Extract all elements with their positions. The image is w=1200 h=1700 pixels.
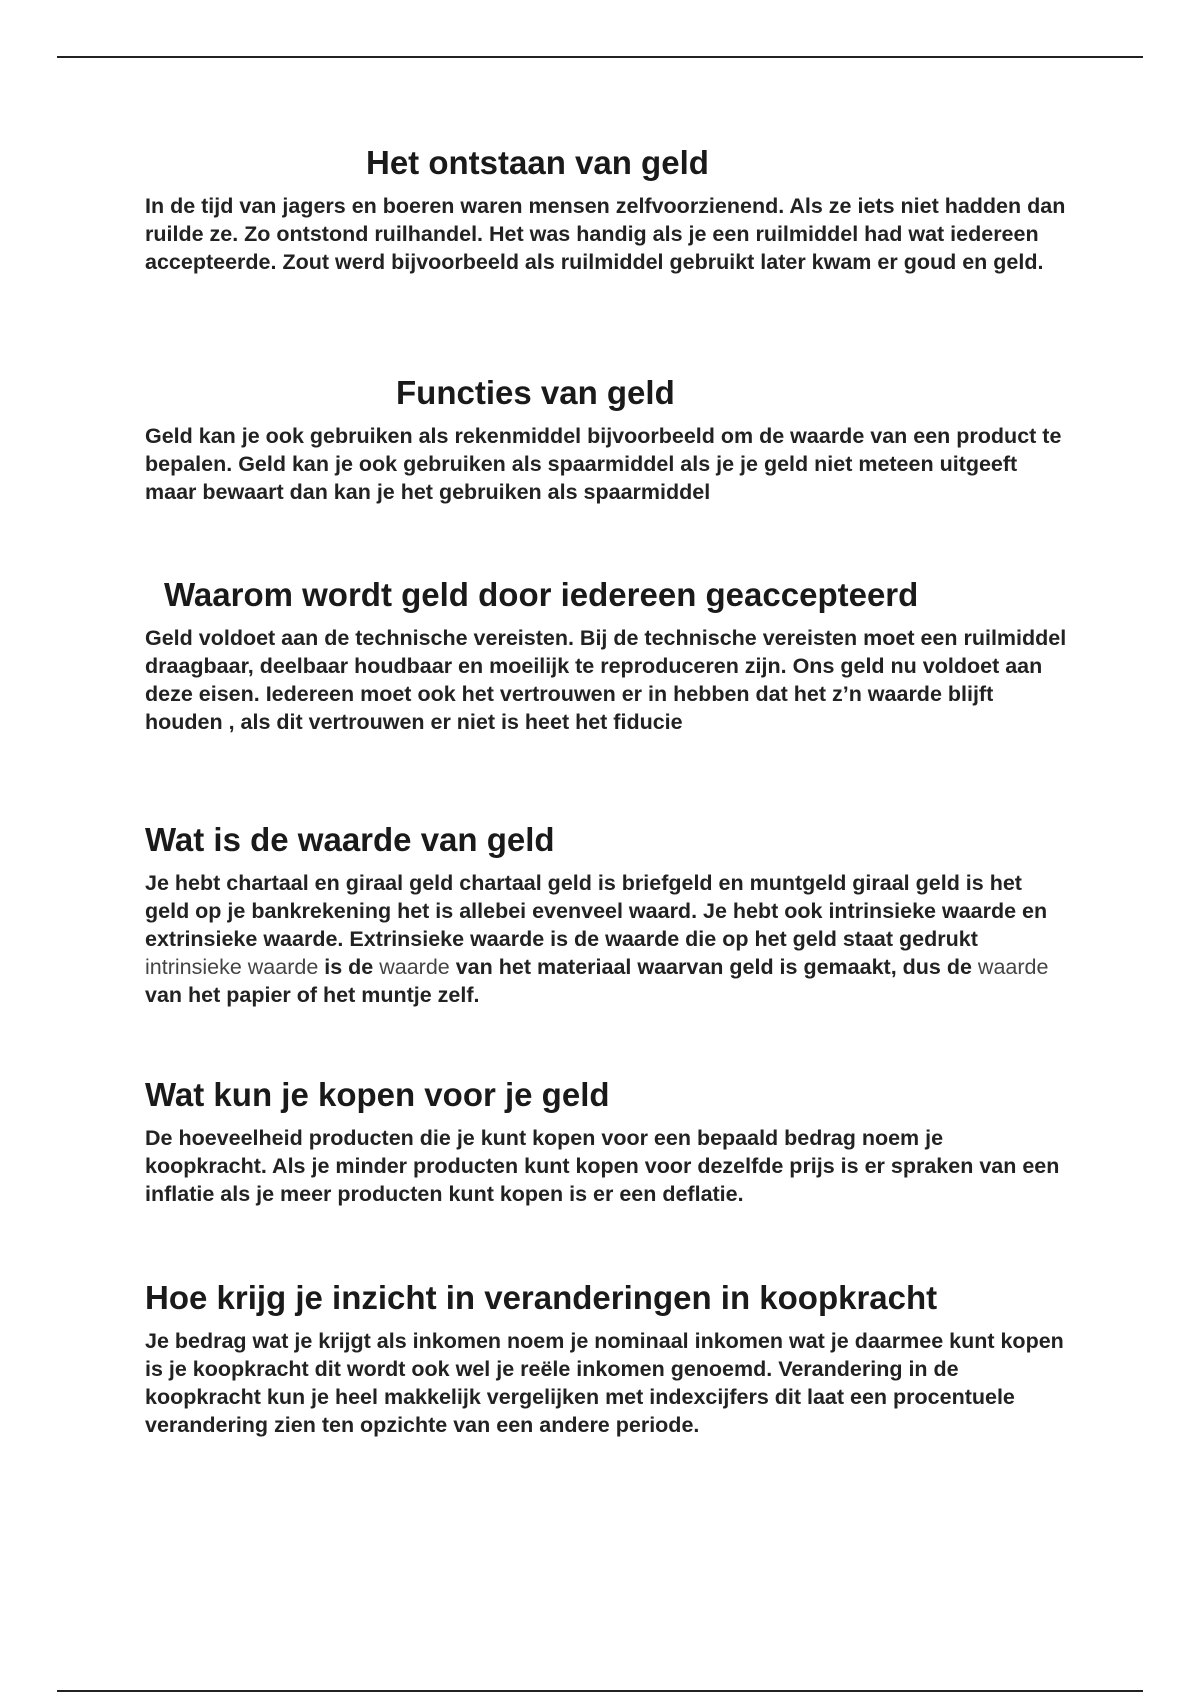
section-heading: Het ontstaan van geld — [366, 144, 709, 181]
section-heading: Wat is de waarde van geld — [145, 821, 555, 858]
body-text: is de — [318, 955, 380, 979]
section-body — [145, 869, 1070, 1009]
body-text: Je hebt chartaal en giraal geld chartaal geld is briefgeld en muntgeld giraal geld is het geld op je bankrekening het is allebei evenveel waard. Je hebt ook intrinsieke waarde en extrinsieke waarde. Extrinsieke waarde is de waarde die op het geld staat gedrukt — [145, 871, 1048, 951]
section-functies-van-geld — [145, 373, 1070, 506]
section-body: Je bedrag wat je krijgt als inkomen noem je nominaal inkomen wat je daarmee kunt kopen is je koopkracht dit wordt ook wel je reële inkomen genoemd. Verandering in de koopkracht kun je heel makkelijk vergelijken met indexcijfers dit laat een procentuele verandering zien ten opzichte van een andere periode. — [145, 1329, 1064, 1437]
body-text: van het papier of het muntje zelf. — [145, 983, 480, 1007]
body-text-light: waarde — [977, 955, 1049, 979]
section-body: Geld kan je ook gebruiken als rekenmiddel bijvoorbeeld om de waarde van een product te bepalen. Geld kan je ook gebruiken als spaarmiddel als je je geld niet meteen uitgeeft maar bewaart dan kan je het gebruiken als spaarmiddel — [145, 424, 1062, 504]
body-text-light: waarde — [379, 955, 450, 979]
section-body: In de tijd van jagers en boeren waren mensen zelfvoorzienend. Als ze iets niet hadden dan ruilde ze. Zo ontstond ruilhandel. Het was handig als je een ruilmiddel had wat iedereen accepteerde. Zout werd bijvoorbeeld als ruilmiddel gebruikt later kwam er goud en geld. — [145, 194, 1066, 274]
body-text-light: intrinsieke waarde — [145, 955, 319, 979]
section-inzicht-koopkracht — [145, 1278, 1070, 1439]
section-kopen-voor-geld — [145, 1075, 1070, 1208]
section-geld-geaccepteerd — [145, 575, 1070, 736]
section-ontstaan-van-geld — [145, 143, 1070, 276]
section-heading: Hoe krijg je inzicht in veranderingen in koopkracht — [145, 1279, 938, 1316]
section-heading: Waarom wordt geld door iedereen geaccepteerd — [164, 576, 919, 613]
body-text: van het materiaal waarvan geld is gemaakt, dus de — [449, 955, 978, 979]
section-body: Geld voldoet aan de technische vereisten. Bij de technische vereisten moet een ruilmiddel draagbaar, deelbaar houdbaar en moeilijk te reproduceren zijn. Ons geld nu voldoet aan deze eisen. Iedereen moet ook het vertrouwen er in hebben dat het z’n waarde blijft houden , als dit vertrouwen er niet is heet het fiducie — [145, 626, 1067, 734]
section-waarde-van-geld — [145, 820, 1070, 1009]
bottom-divider — [57, 1690, 1143, 1692]
section-body: De hoeveelheid producten die je kunt kopen voor een bepaald bedrag noem je koopkracht. Als je minder producten kunt kopen voor dezelfde prijs is er spraken van een inflatie als je meer producten kunt kopen is er een deflatie. — [145, 1126, 1060, 1206]
top-divider — [57, 56, 1143, 58]
section-heading: Wat kun je kopen voor je geld — [145, 1076, 610, 1113]
section-heading: Functies van geld — [396, 374, 675, 411]
